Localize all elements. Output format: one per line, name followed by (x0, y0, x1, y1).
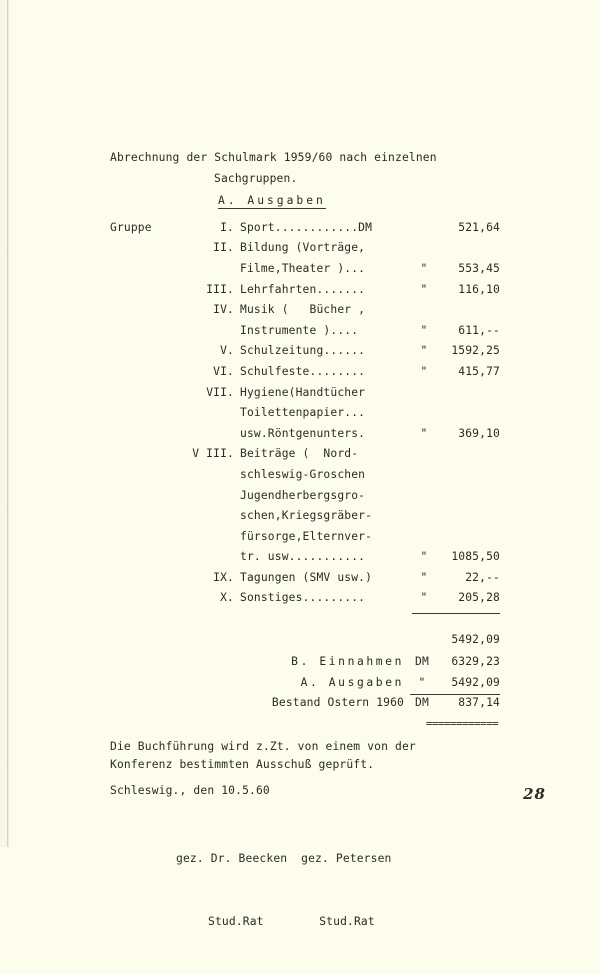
expense-description: Schulzeitung...... (240, 344, 366, 358)
expense-row (110, 547, 500, 568)
expense-row (110, 383, 500, 404)
expense-row (110, 486, 500, 507)
expense-row (110, 568, 500, 589)
expense-row (110, 341, 500, 362)
scan-edge-line (7, 0, 9, 847)
expense-currency: " (420, 570, 428, 584)
expense-amount: 369,10 (458, 426, 500, 440)
expense-row (110, 465, 500, 486)
summary-currency: DM (415, 655, 429, 669)
expense-description: Lehrfahrten....... (240, 282, 366, 296)
summary-block (110, 652, 500, 693)
signature-block (110, 806, 500, 974)
expense-amount: 1592,25 (451, 344, 500, 358)
expense-amount: 205,28 (458, 591, 500, 605)
summary-currency: " (410, 673, 434, 696)
expense-amount: 521,64 (458, 220, 500, 234)
signature-names: gez. Dr. Beecken gez. Petersen (176, 852, 392, 866)
expense-description: Sonstiges......... (240, 591, 366, 605)
balance-row (110, 693, 500, 714)
document-title-line-2: Sachgruppen. (214, 171, 298, 185)
signature-roles: Stud.Rat Stud.Rat (208, 915, 375, 929)
closing-line-1: Die Buchführung wird z.Zt. von einem von der (110, 740, 416, 754)
expense-currency: " (420, 323, 428, 337)
summary-row (110, 652, 500, 673)
expense-row (110, 444, 500, 465)
subtotal-rule (110, 609, 500, 630)
expense-row (110, 300, 500, 321)
summary-label: B. Einnahmen (291, 655, 404, 669)
expense-row (110, 424, 500, 445)
expense-description: Hygiene(Handtücher (240, 385, 366, 399)
expense-numeral: I. (220, 220, 234, 234)
expense-description: fürsorge,Elternver- (240, 529, 373, 543)
expense-numeral: III. (206, 282, 234, 296)
expense-numeral: II. (213, 241, 234, 255)
expense-numeral: VII. (206, 385, 234, 399)
expense-currency: " (420, 344, 428, 358)
expense-description: Bildung (Vorträge, (240, 241, 366, 255)
expense-currency: " (420, 282, 428, 296)
expense-numeral: V III. (192, 447, 234, 461)
expense-row (110, 527, 500, 548)
balance-amount: 837,14 (458, 696, 500, 710)
summary-label: A. Ausgaben (300, 675, 404, 689)
double-rule: ============ (425, 717, 498, 731)
expense-subtotal-amount: 5492,09 (451, 632, 500, 646)
expense-description: Filme,Theater )... (240, 261, 366, 275)
section-a-heading (110, 191, 500, 212)
group-label: Gruppe (110, 220, 152, 234)
expense-description: Tagungen (SMV usw.) (240, 570, 373, 584)
expense-currency: " (420, 364, 428, 378)
expense-description: Instrumente ).... (240, 323, 359, 337)
expense-row (110, 403, 500, 424)
summary-amount: 5492,09 (434, 673, 500, 696)
closing-line-3: Schleswig., den 10.5.60 (110, 783, 270, 797)
expense-currency: " (420, 261, 428, 275)
expense-description: Jugendherbergsgro- (240, 488, 366, 502)
expense-numeral: X. (220, 591, 234, 605)
expense-amount: 1085,50 (451, 550, 500, 564)
expense-row (110, 506, 500, 527)
closing-line-2: Konferenz bestimmten Ausschuß geprüft. (110, 758, 375, 772)
expense-row (110, 321, 500, 342)
expense-description: Toilettenpapier... (240, 406, 366, 420)
expense-row (110, 238, 500, 259)
document-title-line-1: Abrechnung der Schulmark 1959/60 nach einzelnen (110, 151, 437, 164)
expense-row (110, 218, 500, 239)
closing-paragraph (110, 738, 500, 800)
summary-row (110, 673, 500, 694)
expense-description: schen,Kriegsgräber- (240, 509, 373, 523)
scan-margin (0, 0, 7, 847)
expense-row (110, 259, 500, 280)
expense-amount: 611,-- (458, 323, 500, 337)
expense-description: usw.Röntgenunters. (240, 426, 366, 440)
expense-numeral: VI. (213, 364, 234, 378)
expense-amount: 415,77 (458, 364, 500, 378)
expense-amount: 22,-- (465, 570, 500, 584)
page-number: 28 (523, 785, 546, 803)
balance-currency: DM (415, 696, 429, 710)
expense-amount: 116,10 (458, 282, 500, 296)
expense-numeral: V. (220, 344, 234, 358)
expense-description: Beiträge ( Nord- (240, 447, 359, 461)
expense-description: tr. usw........... (240, 550, 366, 564)
expense-currency: " (420, 426, 428, 440)
expense-description: Sport............DM (240, 220, 373, 234)
expense-description: schleswig-Groschen (240, 467, 366, 481)
summary-amount: 6329,23 (451, 655, 500, 669)
expense-amount: 553,45 (458, 261, 500, 275)
expense-list (110, 218, 500, 609)
expense-numeral: IX. (213, 570, 234, 584)
expense-description: Musik ( Bücher , (240, 303, 366, 317)
expense-currency: " (420, 550, 428, 564)
expense-row (110, 362, 500, 383)
balance-label: Bestand Ostern 1960 (271, 696, 404, 710)
expense-numeral: IV. (213, 303, 234, 317)
expense-currency: " (420, 591, 428, 605)
expense-subtotal-row (110, 630, 500, 651)
document-body (110, 148, 500, 974)
expense-description: Schulfeste........ (240, 364, 366, 378)
section-a-heading-text: A. Ausgaben (218, 194, 326, 208)
expense-row (110, 588, 500, 609)
expense-row (110, 280, 500, 301)
